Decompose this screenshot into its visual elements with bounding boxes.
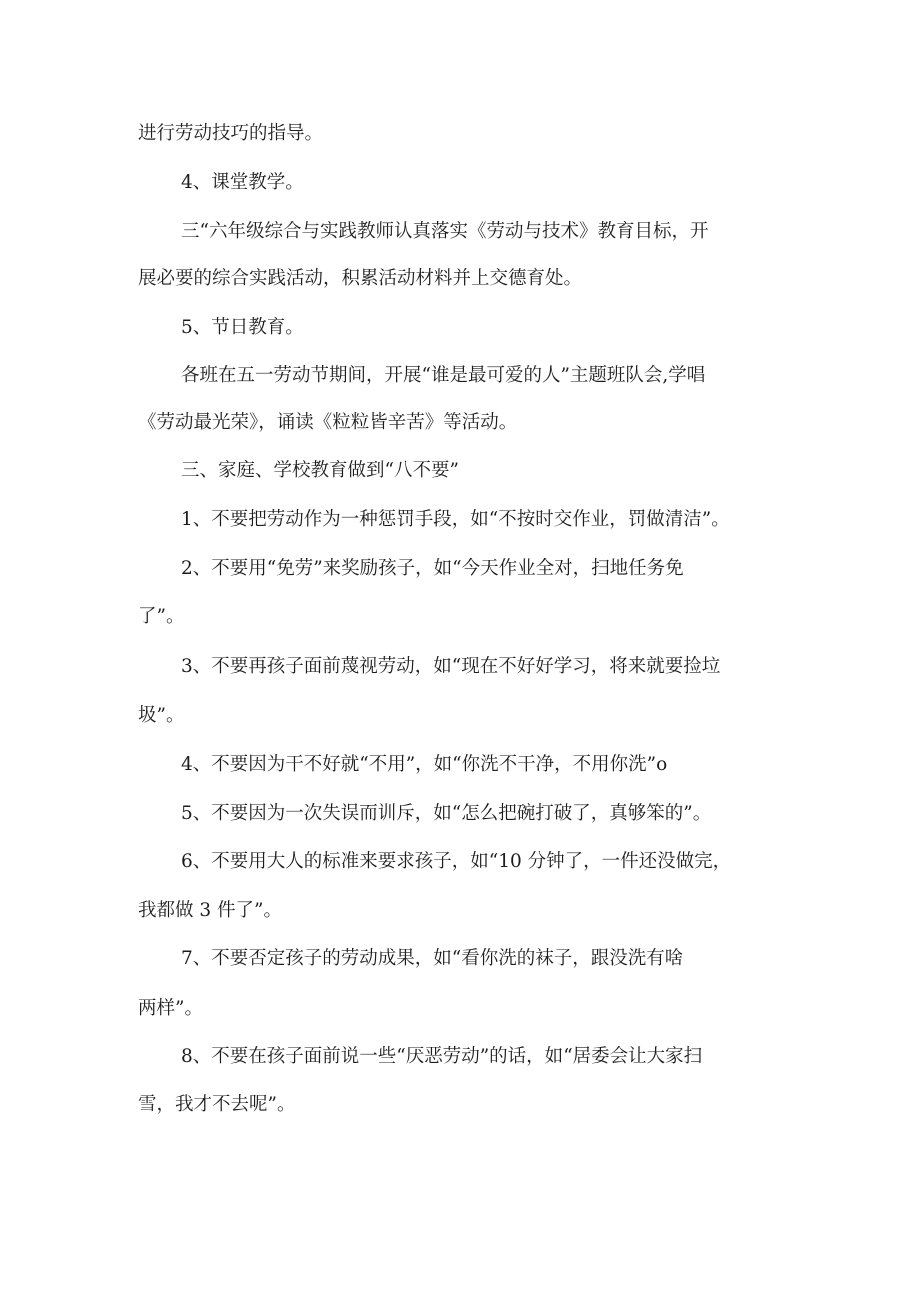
list-item: 1、不要把劳动作为一种惩罚手段，如“不按时交作业，罚做清洁”。	[181, 509, 730, 530]
list-item: 8、不要在孩子面前说一些“厌恶劳动”的话，如“居委会让大家扫	[181, 1046, 703, 1067]
list-item: 4、不要因为干不好就“不用”，如“你洗不干净，不用你洗”o	[181, 754, 668, 775]
list-item-continuation: 雪，我才不去呢”。	[138, 1094, 296, 1115]
text-line: 三“六年级综合与实践教师认真落实《劳动与技术》教育目标，开	[181, 221, 709, 242]
list-item-continuation: 了”。	[138, 606, 185, 627]
text-line: 展必要的综合实践活动，积累活动材料并上交德育处。	[138, 268, 583, 289]
section-heading: 5、节日教育。	[181, 317, 304, 338]
list-item: 2、不要用“免劳”来奖励孩子，如“今天作业全对，扫地任务免	[181, 558, 684, 579]
text-line: 进行劳动技巧的指导。	[138, 123, 324, 144]
list-item-continuation: 我都做 3 件了”。	[138, 900, 282, 921]
list-item: 3、不要再孩子面前蔑视劳动，如“现在不好好学习，将来就要捡垃	[181, 656, 721, 677]
section-heading: 三、家庭、学校教育做到“八不要”	[181, 460, 459, 481]
list-item-continuation: 圾”。	[138, 705, 185, 726]
list-item: 7、不要否定孩子的劳动成果，如“看你洗的袜子，跟没洗有啥	[181, 948, 684, 969]
list-item: 6、不要用大人的标准来要求孩子，如“10 分钟了，一件还没做完，	[181, 851, 732, 872]
text-line: 《劳动最光荣》，诵读《粒粒皆辛苦》等活动。	[138, 412, 518, 433]
list-item: 5、不要因为一次失误而训斥，如“怎么把碗打破了，真够笨的”。	[181, 803, 712, 824]
text-line: 各班在五一劳动节期间，开展“谁是最可爱的人”主题班队会,学唱	[181, 365, 706, 386]
list-item-continuation: 两样”。	[138, 998, 203, 1019]
section-heading: 4、课堂教学。	[181, 172, 304, 193]
